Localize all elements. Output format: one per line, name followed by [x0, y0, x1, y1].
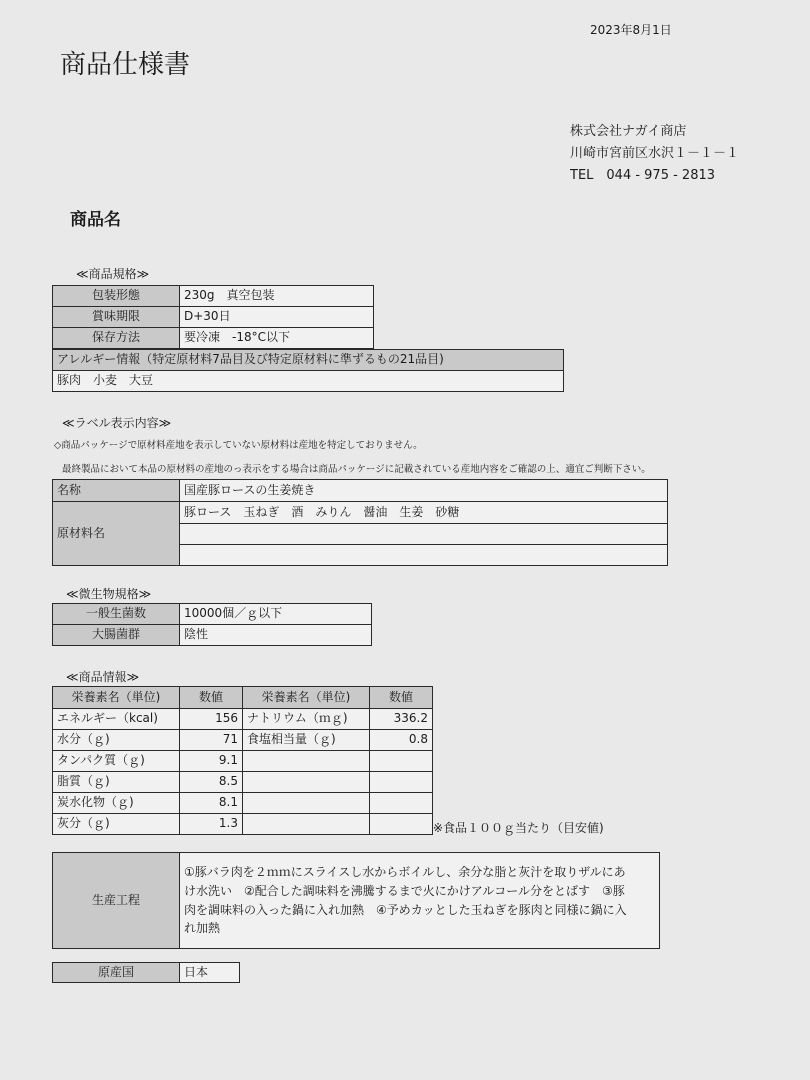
nutrient-name: 灰分（ｇ) — [53, 814, 180, 835]
nutrition-col-header: 栄養素名（単位) — [53, 687, 180, 709]
micro-label: 大腸菌群 — [53, 625, 180, 646]
micro-value: 陰性 — [180, 625, 372, 646]
label-table — [52, 479, 668, 566]
spec-heading: ≪商品規格≫ — [76, 267, 150, 281]
nutrition-heading: ≪商品情報≫ — [66, 670, 140, 684]
spec-value: 要冷凍 -18°C以下 — [180, 328, 374, 349]
nutrient-name: 脂質（ｇ) — [53, 772, 180, 793]
nutrient-value — [370, 814, 433, 835]
spec-label: 賞味期限 — [53, 307, 180, 328]
process-label: 生産工程 — [53, 853, 180, 949]
company-name: 株式会社ナガイ商店 — [570, 124, 687, 139]
micro-table — [52, 603, 372, 646]
nutrient-value: 336.2 — [370, 709, 433, 730]
origin-value: 日本 — [180, 963, 240, 983]
nutrient-value — [370, 772, 433, 793]
nutrient-name: ナトリウム（ｍｇ) — [243, 709, 370, 730]
label-heading: ≪ラベル表示内容≫ — [62, 416, 172, 430]
nutrition-footnote: ※食品１００ｇ当たり（目安値) — [433, 821, 604, 835]
nutrient-value — [370, 793, 433, 814]
spec-label: 保存方法 — [53, 328, 180, 349]
label-note-1: ◇商品パッケージで原材料産地を表示していない原材料は産地を特定しておりません。 — [54, 440, 423, 451]
nutrient-name — [243, 814, 370, 835]
nutrient-value: 8.1 — [180, 793, 243, 814]
origin-label: 原産国 — [53, 963, 180, 983]
process-table — [52, 852, 660, 949]
name-label: 名称 — [53, 480, 180, 502]
process-line: け水洗い ②配合した調味料を沸騰するまで火にかけアルコール分をとばす ③豚 — [184, 883, 625, 898]
spec-value: D+30日 — [180, 307, 374, 328]
company-address: 川崎市宮前区水沢１－１－１ — [570, 146, 740, 161]
nutrient-name: タンパク質（ｇ) — [53, 751, 180, 772]
nutrient-name — [243, 793, 370, 814]
nutrition-col-header: 数値 — [370, 687, 433, 709]
process-description — [180, 853, 660, 949]
spec-value: 230g 真空包装 — [180, 286, 374, 307]
allergy-table — [52, 349, 564, 392]
micro-label: 一般生菌数 — [53, 604, 180, 625]
nutrition-table — [52, 686, 433, 835]
nutrient-name: 食塩相当量（ｇ) — [243, 730, 370, 751]
allergy-label: アレルギー情報（特定原材料7品目及び特定原材料に準ずるもの21品目) — [53, 350, 564, 371]
allergy-value: 豚肉 小麦 大豆 — [53, 371, 564, 392]
nutrient-value: 9.1 — [180, 751, 243, 772]
nutrient-name: 炭水化物（ｇ) — [53, 793, 180, 814]
product-name-label: 商品名 — [70, 210, 121, 230]
ingredients-label: 原材料名 — [53, 502, 180, 566]
ingredients-blank-row — [180, 524, 668, 545]
process-line: れ加熱 — [184, 921, 221, 936]
origin-table — [52, 962, 240, 983]
nutrient-name — [243, 772, 370, 793]
company-tel: TEL 044 - 975 - 2813 — [570, 168, 716, 183]
micro-value: 10000個／ｇ以下 — [180, 604, 372, 625]
micro-heading: ≪微生物規格≫ — [66, 587, 152, 601]
nutrient-name: 水分（ｇ) — [53, 730, 180, 751]
nutrient-name: エネルギー（kcal) — [53, 709, 180, 730]
nutrition-col-header: 数値 — [180, 687, 243, 709]
nutrient-value: 156 — [180, 709, 243, 730]
process-line: 肉を調味料の入った鍋に入れ加熱 ④予めカッとした玉ねぎを豚肉と同様に鍋に入 — [184, 902, 627, 917]
document-title: 商品仕様書 — [60, 50, 191, 80]
label-note-2: 最終製品において本品の原材料の産地のっ表示をする場合は商品パッケージに記載されている産地内容をご確認の上、適宜ご判断下さい。 — [62, 464, 651, 475]
nutrient-value: 0.8 — [370, 730, 433, 751]
spec-label: 包装形態 — [53, 286, 180, 307]
process-line: ①豚バラ肉を２ｍｍにスライスし水からボイルし、余分な脂と灰汁を取りザルにあ — [184, 865, 626, 880]
nutrient-value — [370, 751, 433, 772]
nutrient-value: 8.5 — [180, 772, 243, 793]
spec-table — [52, 285, 374, 349]
ingredients-value: 豚ロース 玉ねぎ 酒 みりん 醤油 生姜 砂糖 — [180, 502, 668, 524]
ingredients-blank-row — [180, 545, 668, 566]
document-date: 2023年8月1日 — [590, 23, 672, 37]
name-value: 国産豚ロースの生姜焼き — [180, 480, 668, 502]
nutrient-value: 71 — [180, 730, 243, 751]
nutrient-name — [243, 751, 370, 772]
nutrient-value: 1.3 — [180, 814, 243, 835]
nutrition-col-header: 栄養素名（単位) — [243, 687, 370, 709]
